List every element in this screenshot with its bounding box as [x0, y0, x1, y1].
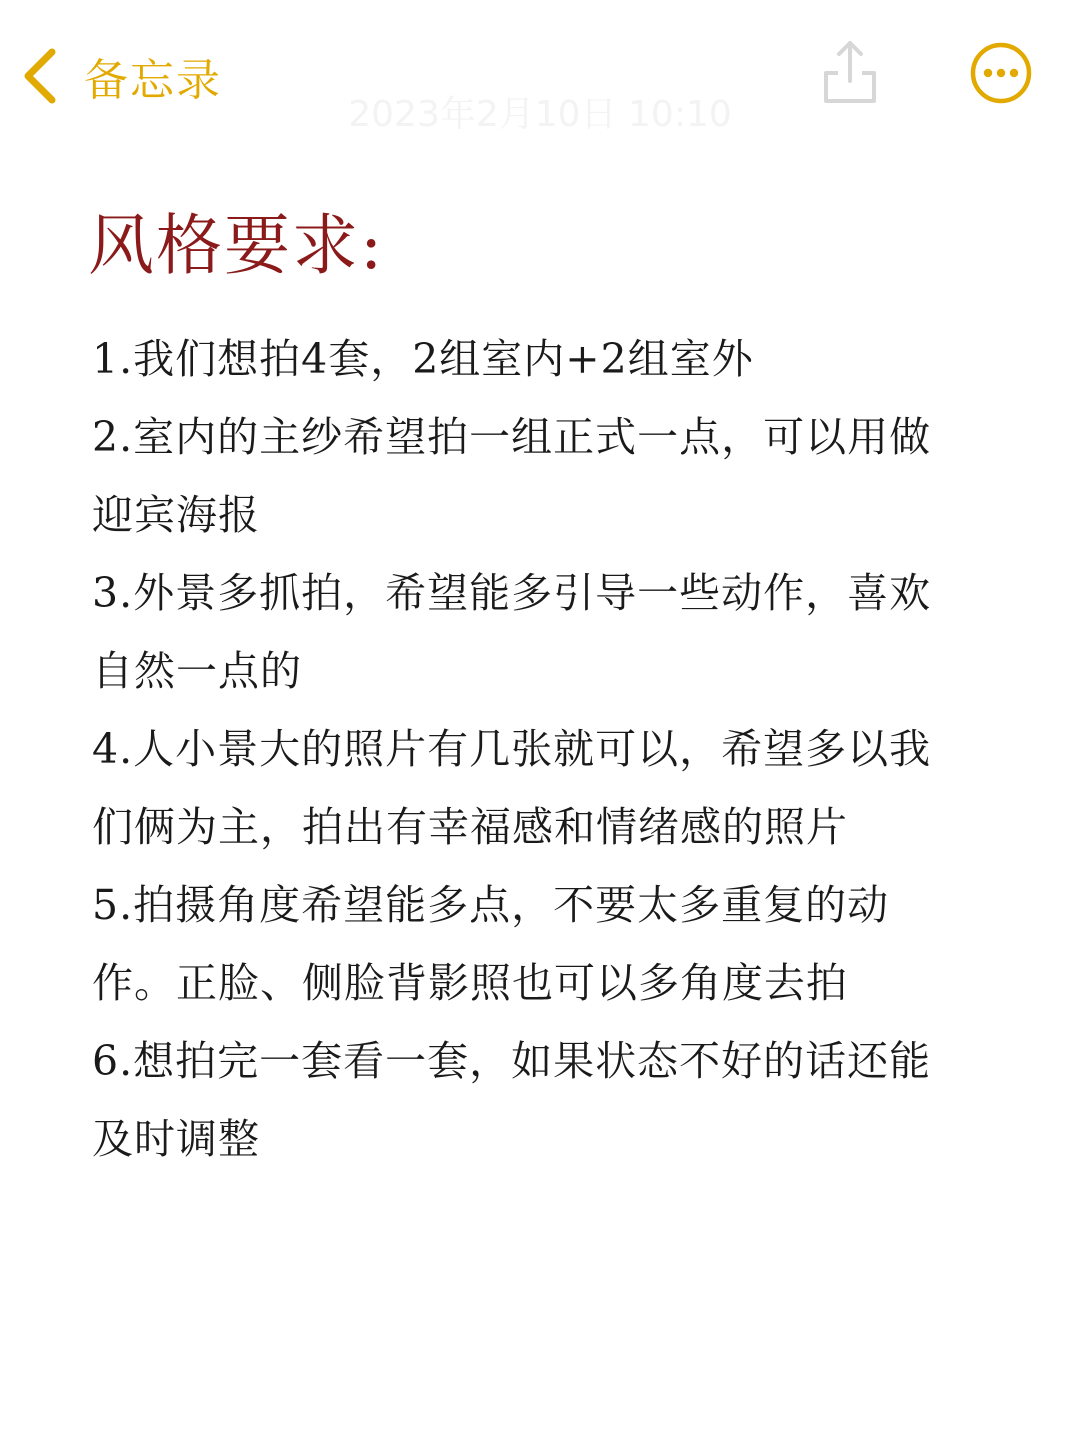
note-item: 5.拍摄角度希望能多点，不要太多重复的动作。正脸、侧脸背影照也可以多角度去拍 [92, 881, 890, 1007]
share-button [818, 38, 882, 110]
note-item: 2.室内的主纱希望拍一组正式一点，可以用做迎宾海报 [92, 413, 932, 539]
note-item: 1.我们想拍4套，2组室内+2组室外 [92, 335, 754, 383]
note-item: 4.人小景大的照片有几张就可以，希望多以我们俩为主，拍出有幸福感和情绪感的照片 [92, 725, 932, 851]
note-body[interactable] [92, 320, 972, 1178]
share-icon [820, 37, 880, 112]
ellipsis-circle-icon [969, 41, 1033, 110]
back-button-label: 备忘录 [84, 55, 222, 106]
note-timestamp: 2023年2月10日 10:10 [348, 94, 732, 135]
note-item: 6.想拍完一套看一套，如果状态不好的话还能及时调整 [92, 1037, 932, 1163]
note-item: 3.外景多抓拍，希望能多引导一些动作，喜欢自然一点的 [92, 569, 932, 695]
more-options-button[interactable] [968, 42, 1034, 108]
note-title[interactable]: 风格要求: [88, 207, 385, 284]
navigation-bar [0, 0, 1080, 140]
